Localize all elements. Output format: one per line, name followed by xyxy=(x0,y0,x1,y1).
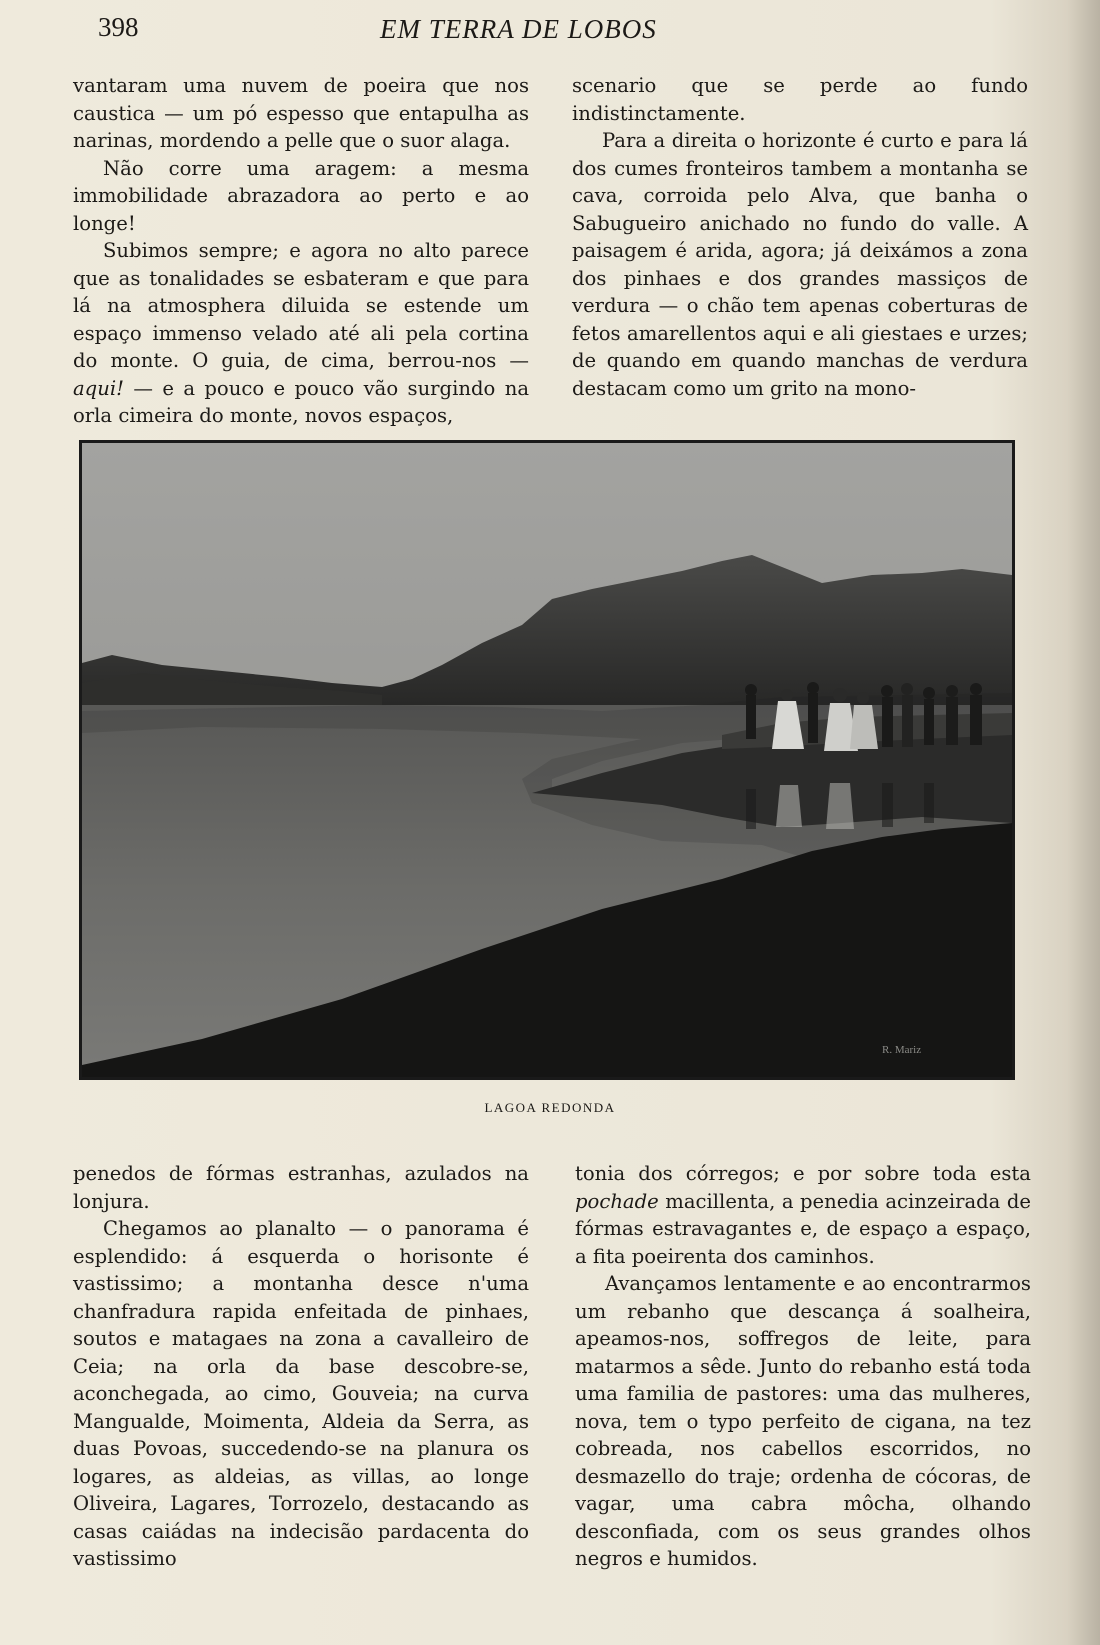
paragraph: vantaram uma nuvem de poeira que nos caustica — um pó espesso que entapulha as narinas, mordendo a pelle que o suor alaga. xyxy=(73,74,529,152)
paragraph xyxy=(73,237,529,430)
paragraph: penedos de fórmas estranhas, azulados na lonjura. xyxy=(73,1162,529,1213)
italic-word: pochade xyxy=(575,1189,659,1213)
paragraph: scenario que se perde ao fundo indistinctamente. xyxy=(572,74,1028,125)
paragraph: Para a direita o horizonte é curto e para lá dos cumes fronteiros tambem a montanha se cava, corroida pelo Alva, que banha o Sabugueiro anichado no fundo do valle. A paisagem é arida, agora; já deixámos a zona dos pinhaes e dos grandes massiços de verdura — o chão tem apenas coberturas de fetos amarellentos aqui e ali giestaes e urzes; de quando em quando manchas de verdura destacam como um grito na mono- xyxy=(572,129,1028,400)
text-column-top-left xyxy=(73,72,529,430)
figure-caption: LAGOA REDONDA xyxy=(484,1100,616,1115)
paragraph-text: tonia dos córregos; e por sobre toda esta xyxy=(575,1162,1031,1185)
italic-word: aqui! xyxy=(73,376,124,400)
running-title: EM TERRA DE LOBOS xyxy=(380,14,657,44)
text-column-top-right xyxy=(572,72,1028,402)
photograph-lagoa-redonda xyxy=(79,440,1015,1080)
photographer-mark: R. Mariz xyxy=(882,1044,922,1056)
paragraph xyxy=(575,1160,1031,1270)
lake-photo-illustration xyxy=(82,443,1012,1077)
paragraph-text: — e a pouco e pouco vão surgindo na orla cimeira do monte, novos espaços, xyxy=(73,376,530,427)
paragraph-text: Subimos sempre; e agora no alto parece que as tonalidades se esbateram e que para lá na atmosphera diluida se estende um espaço immenso velado até ali pela cortina do monte. O guia, de cima, berrou-nos — xyxy=(73,239,529,372)
page-number: 398 xyxy=(98,12,139,42)
paragraph: Avançamos lentamente e ao encontrarmos um rebanho que descança á soalheira, apeamos-nos, soffregos de leite, para matarmos a sêde. Junto do rebanho está toda uma familia de pastores: uma das mulheres, nova, tem o typo perfeito de cigana, na tez cobreada, nos cabellos escorridos, no desmazello do traje; ordenha de cócoras, de vagar, uma cabra môcha, olhando desconfiada, com os seus grandes olhos negros e humidos. xyxy=(575,1272,1031,1570)
paragraph: Não corre uma aragem: a mesma immobilidade abrazadora ao perto e ao longe! xyxy=(73,156,529,235)
text-column-bottom-right xyxy=(575,1160,1031,1573)
paragraph-text: macillenta, a penedia acinzeirada de fórmas estravagantes e, de espaço a espaço, a fita poeirenta dos caminhos. xyxy=(575,1189,1032,1268)
paragraph: Chegamos ao planalto — o panorama é esplendido: á esquerda o horisonte é vastissimo; a montanha desce n'uma chanfradura rapida enfeitada de pinhaes, soutos e matagaes na zona a cavalleiro de Ceia; na orla da base descobre-se, aconchegada, ao cimo, Gouveia; na curva Mangualde, Moimenta, Aldeia da Serra, as duas Povoas, succedendo-se na planura os logares, as aldeias, as villas, ao longe Oliveira, Lagares, Torrozelo, destacando as casas caiádas na indecisão pardacenta do vastissimo xyxy=(73,1217,529,1570)
text-column-bottom-left xyxy=(73,1160,529,1573)
